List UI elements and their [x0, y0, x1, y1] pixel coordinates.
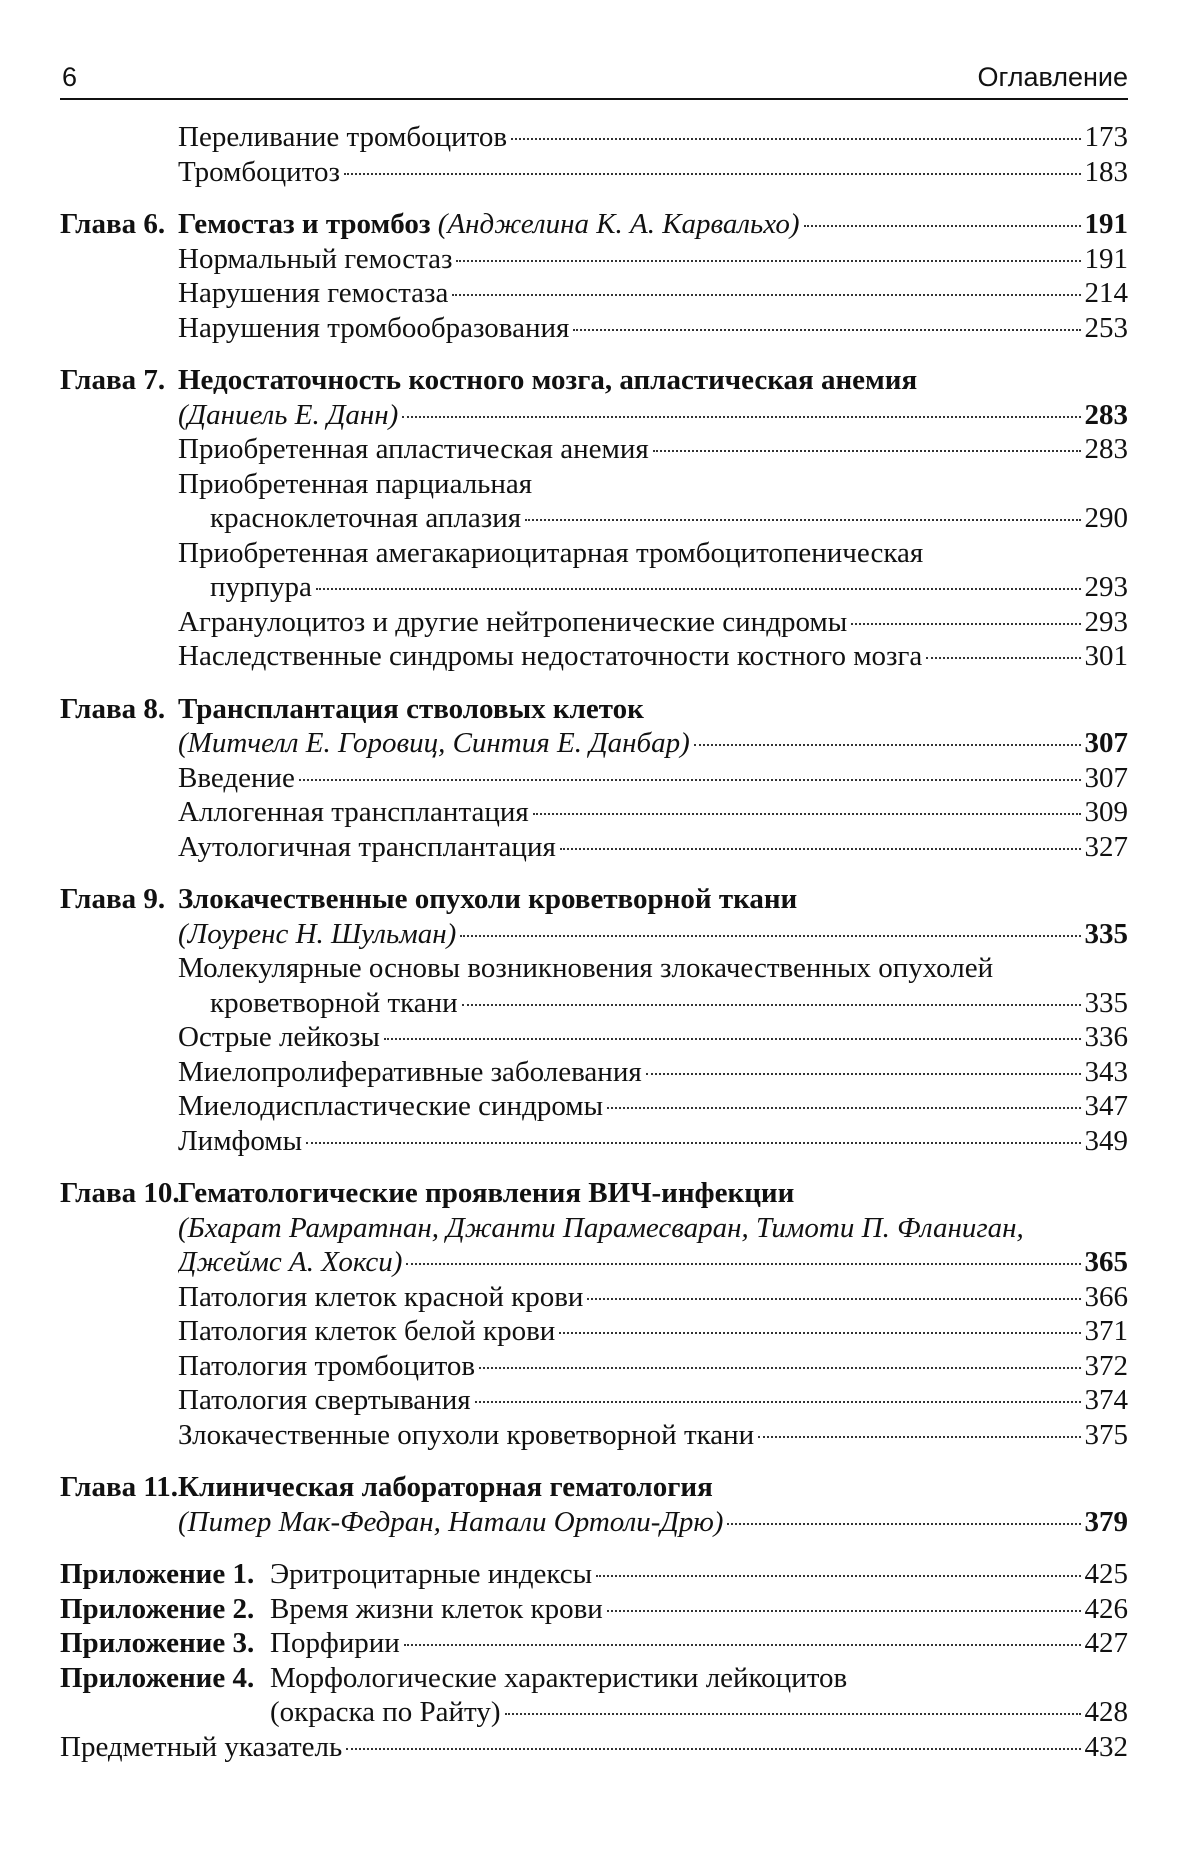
toc-entry[interactable] [60, 1730, 1128, 1765]
entry-title [178, 1089, 603, 1124]
entry-title [178, 1245, 402, 1280]
toc-entry[interactable] [60, 917, 1128, 952]
entry-title [178, 726, 690, 761]
entry-page-number: 349 [1084, 1124, 1128, 1157]
entry-text: Морфологические характеристики лейкоцитов [270, 1661, 848, 1694]
entry-title [178, 398, 398, 433]
dot-leader [694, 744, 1081, 746]
entry-title [178, 1280, 583, 1315]
dot-leader [316, 588, 1081, 590]
toc-entry[interactable] [60, 605, 1128, 640]
toc-entry[interactable] [60, 761, 1128, 796]
toc-entry[interactable] [60, 1314, 1128, 1349]
entry-page-number: 307 [1084, 761, 1128, 794]
entry-text: Эритроцитарные индексы [270, 1558, 593, 1590]
dot-leader [559, 1332, 1080, 1334]
dot-leader [402, 416, 1080, 418]
entry-page-number: 191 [1084, 208, 1128, 240]
toc-entry[interactable] [60, 467, 1128, 502]
entry-authors: (Лоуренс Н. Шульман) [178, 917, 457, 950]
entry-title [178, 1349, 475, 1384]
entry-title [270, 1695, 501, 1730]
entry-text: Тромбоцитоз [178, 155, 340, 188]
entry-page-number: 293 [1084, 605, 1128, 638]
entry-title [210, 570, 312, 605]
entry-text: Нормальный гемостаз [178, 242, 453, 275]
entry-title [178, 795, 529, 830]
entry-page-number: 426 [1084, 1592, 1128, 1625]
toc-entry[interactable] [60, 1505, 1128, 1540]
entry-text: Агранулоцитоз и другие нейтропенические синдромы [178, 605, 848, 638]
entry-text: Миелодиспластические синдромы [178, 1090, 604, 1122]
entry-page-number: 374 [1084, 1384, 1128, 1416]
entry-label: Глава 11. [60, 1471, 179, 1503]
dot-leader [758, 1436, 1080, 1438]
entry-title [178, 155, 340, 190]
entry-label: Глава 6. [60, 208, 166, 240]
entry-label: Приложение 1. [60, 1558, 255, 1590]
entry-title [178, 1020, 380, 1055]
dot-leader [306, 1142, 1080, 1144]
entry-authors: (Бхарат Рамратнан, Джанти Парамесваран, Тимоти П. Фланиган, [178, 1211, 1024, 1244]
entry-text: Трансплантация стволовых клеток [178, 692, 644, 725]
page-header [60, 58, 1128, 100]
entry-page-number: 173 [1084, 121, 1128, 153]
entry-page-number: 290 [1084, 502, 1128, 534]
entry-label: Приложение 4. [60, 1661, 255, 1694]
entry-page-number: 293 [1084, 571, 1128, 603]
toc-entry[interactable] [60, 120, 1128, 155]
entry-text: Гематологические проявления ВИЧ-инфекции [178, 1177, 795, 1209]
entry-page-number: 301 [1084, 640, 1128, 672]
entry-page-number: 432 [1084, 1730, 1128, 1763]
entry-title [178, 120, 507, 155]
entry-title [178, 1314, 555, 1349]
dot-leader [384, 1038, 1081, 1040]
entry-text: Приобретенная апластическая анемия [178, 433, 649, 465]
entry-title [270, 1661, 847, 1696]
entry-label: Приложение 2. [60, 1592, 255, 1625]
toc-entry[interactable] [60, 1383, 1128, 1418]
toc-entry[interactable] [60, 1211, 1128, 1246]
dot-leader [404, 1644, 1081, 1646]
toc-entry[interactable] [60, 1176, 1128, 1211]
entry-title [178, 1505, 723, 1540]
section-gap [60, 345, 1128, 363]
table-of-contents [60, 120, 1128, 1764]
entry-label: Глава 7. [60, 364, 166, 396]
entry-page-number: 283 [1084, 398, 1128, 431]
entry-page-number: 309 [1084, 796, 1128, 828]
section-gap [60, 864, 1128, 882]
dot-leader [299, 779, 1081, 781]
entry-page-number: 347 [1084, 1090, 1128, 1122]
toc-entry[interactable] [60, 398, 1128, 433]
toc-entry[interactable] [60, 1592, 1128, 1627]
entry-page-number: 343 [1084, 1055, 1128, 1088]
entry-text: Клиническая лабораторная гематология [178, 1471, 713, 1503]
toc-entry[interactable] [60, 432, 1128, 467]
entry-text: Патология клеток белой крови [178, 1315, 556, 1347]
toc-entry[interactable] [60, 986, 1128, 1021]
entry-label: Глава 10. [60, 1177, 180, 1209]
entry-text: Порфирии [270, 1627, 400, 1659]
entry-page-number: 327 [1084, 830, 1128, 863]
entry-title [178, 761, 295, 796]
toc-entry[interactable] [60, 363, 1128, 398]
entry-title [270, 1626, 400, 1661]
entry-page-number: 372 [1084, 1349, 1128, 1382]
toc-entry[interactable] [60, 1055, 1128, 1090]
dot-leader [560, 848, 1081, 850]
entry-page-number: 365 [1084, 1246, 1128, 1278]
entry-text: Приобретенная амегакариоцитарная тромбоцитопеническая [178, 536, 924, 569]
entry-title [178, 917, 456, 952]
entry-text: Время жизни клеток крови [270, 1592, 603, 1625]
entry-text: Наследственные синдромы недостаточности костного мозга [178, 640, 923, 672]
toc-entry[interactable] [60, 726, 1128, 761]
entry-title [178, 467, 532, 502]
entry-page-number: 191 [1084, 242, 1128, 275]
entry-page-number: 336 [1084, 1021, 1128, 1053]
toc-entry[interactable] [60, 1418, 1128, 1453]
entry-page-number: 253 [1084, 311, 1128, 344]
entry-text: Патология тромбоцитов [178, 1349, 476, 1382]
entry-page-number: 183 [1084, 155, 1128, 188]
entry-title [178, 1470, 713, 1505]
entry-authors: (Даниель Е. Данн) [178, 398, 399, 431]
entry-text: Предметный указатель [60, 1730, 343, 1763]
toc-entry[interactable] [60, 1280, 1128, 1315]
entry-title [210, 986, 458, 1021]
dot-leader [452, 294, 1080, 296]
entry-label: Глава 8. [60, 692, 166, 725]
entry-title [178, 363, 917, 398]
dot-leader [406, 1263, 1080, 1265]
dot-leader [525, 519, 1080, 521]
entry-title [178, 1124, 302, 1159]
entry-title [270, 1557, 592, 1592]
toc-entry[interactable] [60, 1124, 1128, 1159]
toc-entry[interactable] [60, 951, 1128, 986]
entry-authors: (Митчелл Е. Горовиц, Синтия Е. Данбар) [178, 727, 690, 759]
toc-entry[interactable] [60, 692, 1128, 727]
entry-page-number: 366 [1084, 1280, 1128, 1313]
entry-page-number: 335 [1084, 986, 1128, 1019]
entry-text: Аутологичная трансплантация [178, 830, 556, 863]
dot-leader [607, 1107, 1080, 1109]
entry-text: пурпура [210, 571, 312, 603]
toc-entry[interactable] [60, 830, 1128, 865]
dot-leader [344, 173, 1081, 175]
entry-text: Аллогенная трансплантация [178, 796, 529, 828]
entry-text: Миелопролиферативные заболевания [178, 1055, 642, 1088]
dot-leader [479, 1367, 1080, 1369]
entry-title [210, 501, 521, 536]
entry-text: Молекулярные основы возникновения злокачественных опухолей [178, 952, 994, 984]
toc-entry[interactable] [60, 1695, 1128, 1730]
section-gap [60, 1158, 1128, 1176]
toc-entry[interactable] [60, 1020, 1128, 1055]
toc-entry[interactable] [60, 207, 1128, 242]
entry-text: Введение [178, 761, 295, 794]
entry-text: (окраска по Райту) [270, 1696, 501, 1728]
entry-page-number: 307 [1084, 727, 1128, 759]
entry-title [178, 311, 569, 346]
entry-authors: (Питер Мак-Федран, Натали Ортоли-Дрю) [178, 1505, 724, 1538]
entry-page-number: 335 [1084, 917, 1128, 950]
entry-title [178, 882, 797, 917]
toc-entry[interactable] [60, 1245, 1128, 1280]
entry-text: Нарушения тромбообразования [178, 311, 570, 344]
entry-text: Недостаточность костного мозга, апластическая анемия [178, 364, 918, 396]
entry-title [178, 1418, 754, 1453]
entry-text: Злокачественные опухоли кроветворной ткани [178, 883, 798, 915]
dot-leader [505, 1713, 1081, 1715]
dot-leader [462, 1004, 1081, 1006]
toc-entry[interactable] [60, 1661, 1128, 1696]
entry-page-number: 428 [1084, 1696, 1128, 1728]
entry-title [60, 1730, 342, 1765]
entry-text: Гемостаз и тромбоз [178, 208, 438, 240]
section-gap [60, 1452, 1128, 1470]
toc-entry[interactable] [60, 1557, 1128, 1592]
toc-entry[interactable] [60, 1626, 1128, 1661]
page-number: 6 [62, 62, 78, 92]
entry-text: кроветворной ткани [210, 986, 458, 1019]
entry-page-number: 371 [1084, 1315, 1128, 1347]
toc-entry[interactable] [60, 276, 1128, 311]
toc-entry[interactable] [60, 1089, 1128, 1124]
entry-text: Острые лейкозы [178, 1021, 380, 1053]
entry-label: Приложение 3. [60, 1627, 255, 1659]
dot-leader [573, 329, 1080, 331]
toc-entry[interactable] [60, 242, 1128, 277]
dot-leader [533, 813, 1081, 815]
toc-entry[interactable] [60, 536, 1128, 571]
entry-text: Злокачественные опухоли кроветворной ткани [178, 1418, 755, 1451]
dot-leader [596, 1575, 1080, 1577]
entry-authors: Джеймс А. Хокси) [178, 1246, 403, 1278]
dot-leader [607, 1610, 1081, 1612]
dot-leader [475, 1401, 1081, 1403]
entry-title [178, 207, 800, 242]
entry-title [178, 1055, 642, 1090]
dot-leader [646, 1073, 1081, 1075]
entry-title [178, 639, 922, 674]
section-gap [60, 674, 1128, 692]
entry-title [178, 432, 649, 467]
section-gap [60, 1539, 1128, 1557]
dot-leader [926, 657, 1080, 659]
dot-leader [456, 260, 1080, 262]
dot-leader [727, 1523, 1080, 1525]
entry-title [270, 1592, 603, 1627]
toc-entry[interactable] [60, 1470, 1128, 1505]
running-title: Оглавление [977, 62, 1128, 92]
entry-page-number: 425 [1084, 1558, 1128, 1590]
dot-leader [804, 225, 1081, 227]
entry-text: красноклеточная аплазия [210, 502, 522, 534]
entry-title [178, 605, 847, 640]
toc-entry[interactable] [60, 570, 1128, 605]
dot-leader [653, 450, 1081, 452]
toc-entry[interactable] [60, 311, 1128, 346]
entry-title [178, 536, 923, 571]
toc-entry[interactable] [60, 882, 1128, 917]
dot-leader [511, 138, 1080, 140]
entry-title [178, 1176, 794, 1211]
toc-entry[interactable] [60, 501, 1128, 536]
entry-page-number: 375 [1084, 1418, 1128, 1451]
dot-leader [851, 623, 1080, 625]
entry-text: Нарушения гемостаза [178, 277, 449, 309]
toc-entry[interactable] [60, 155, 1128, 190]
entry-text: Патология свертывания [178, 1384, 471, 1416]
entry-title [178, 1383, 471, 1418]
entry-text: Переливание тромбоцитов [178, 121, 508, 153]
entry-title [178, 1211, 1024, 1246]
entry-title [178, 242, 452, 277]
entry-title [178, 951, 993, 986]
toc-entry[interactable] [60, 1349, 1128, 1384]
entry-text: Приобретенная парциальная [178, 467, 533, 500]
entry-page-number: 427 [1084, 1627, 1128, 1659]
entry-label: Глава 9. [60, 883, 166, 915]
section-gap [60, 189, 1128, 207]
entry-text: Лимфомы [178, 1124, 303, 1157]
entry-page-number: 214 [1084, 277, 1128, 309]
entry-page-number: 283 [1084, 433, 1128, 465]
entry-text: Патология клеток красной крови [178, 1280, 584, 1313]
entry-title [178, 276, 448, 311]
dot-leader [587, 1298, 1080, 1300]
entry-title [178, 692, 644, 727]
entry-title [178, 830, 556, 865]
dot-leader [346, 1748, 1080, 1750]
toc-entry[interactable] [60, 639, 1128, 674]
entry-page-number: 379 [1084, 1505, 1128, 1538]
toc-entry[interactable] [60, 795, 1128, 830]
entry-authors: (Анджелина К. А. Карвальхо) [437, 208, 800, 240]
dot-leader [460, 935, 1080, 937]
